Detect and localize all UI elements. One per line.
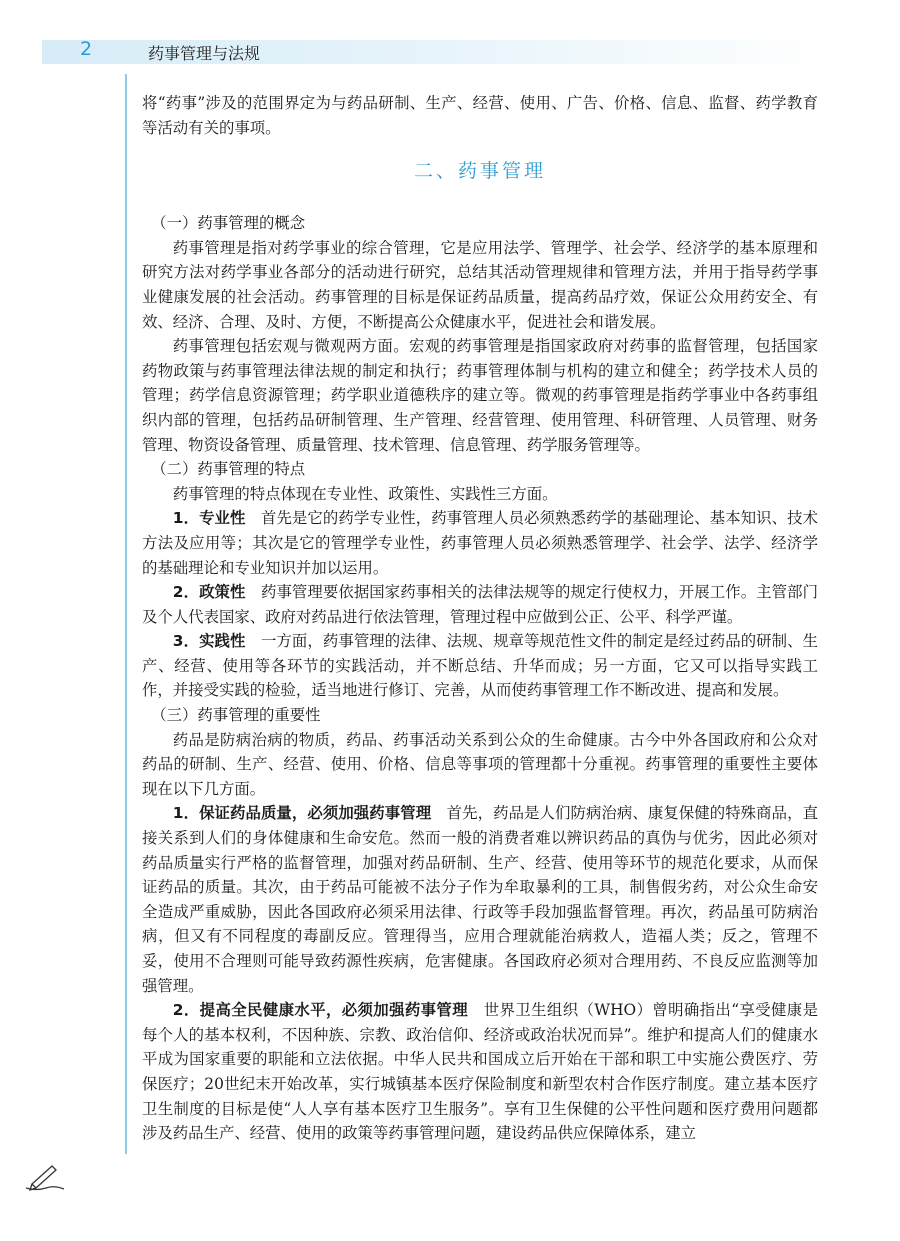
list-item: [142, 506, 818, 580]
item-text: 一方面，药事管理的法律、法规、规章等规范性文件的制定是经过药品的研制、生产、经营、使用等各环节的实践活动，并不断总结、升华而成；另一方面，它又可以指导实践工作，并接受实践的检验，适当地进行修订、完善，从而使药事管理工作不断改进、提高和发展。: [142, 632, 818, 700]
subsection-heading-concept: （一）药事管理的概念: [151, 214, 306, 233]
item-text: 首先，药品是人们防病治病、康复保健的特殊商品，直接关系到人们的身体健康和生命安危。然而一般的消费者难以辨识药品的真伪与优劣，因此必须对药品质量实行严格的监督管理，加强对药品研制、生产、经营、使用等环节的规范化要求，从而保证药品的质量。其次，由于药品可能被不法分子作为牟取暴利的工具，制售假劣药，对公众生命安全造成严重威胁，因此各国政府必须采用法律、行政等手段加强监督管理。再次，药品虽可防病治病，但又有不同程度的毒副反应。管理得当，应用合理就能治病救人，造福人类；反之，管理不妥，使用不合理则可能导致药源性疾病，危害健康。各国政府必须对合理用药、不良反应监测等加强管理。: [142, 804, 818, 995]
paragraph: 药事管理包括宏观与微观两方面。宏观的药事管理是指国家政府对药事的监督管理，包括国家药物政策与药事管理法律法规的制定和执行；药事管理体制与机构的建立和健全；药学技术人员的管理；药学信息资源管理；药学职业道德秩序的建立等。微观的药事管理是指药学事业中各药事组织内部的管理，包括药品研制管理、生产管理、经营管理、使用管理、科研管理、人员管理、财务管理、物资设备管理、质量管理、技术管理、信息管理、药学服务管理等。: [142, 337, 818, 454]
page-number: 2: [80, 38, 93, 60]
item-text: 药事管理要依据国家药事相关的法律法规等的规定行使权力，开展工作。主管部门及个人代表国家、政府对药品进行依法管理，管理过程中应做到公正、公平、科学严谨。: [142, 583, 818, 626]
item-label: 1．专业性: [172, 509, 246, 528]
section-title: 二、药事管理: [413, 160, 546, 183]
item-label: 2．政策性: [172, 583, 246, 602]
subsection-heading-characteristics: （二）药事管理的特点: [151, 460, 306, 479]
list-item: [142, 801, 818, 998]
paragraph: 药事管理是指对药学事业的综合管理，它是应用法学、管理学、社会学、经济学的基本原理和研究方法对药学事业各部分的活动进行研究，总结其活动管理规律和管理方法，并用于指导药学事业健康发展的社会活动。药事管理的目标是保证药品质量，提高药品疗效，保证公众用药安全、有效、经济、合理、及时、方便，不断提高公众健康水平，促进社会和谐发展。: [142, 238, 818, 331]
page-body: [142, 91, 818, 1146]
paragraph: 药事管理的特点体现在专业性、政策性、实践性三方面。: [172, 484, 558, 503]
subsection-heading-importance: （三）药事管理的重要性: [151, 706, 321, 725]
running-title: 药事管理与法规: [148, 44, 261, 63]
paragraph: 药品是防病治病的物质，药品、药事活动关系到公众的生命健康。古今中外各国政府和公众对药品的研制、生产、经营、使用、价格、信息等事项的管理都十分重视。药事管理的重要性主要体现在以下几方面。: [142, 730, 818, 798]
item-text: 世界卫生组织（WHO）曾明确指出“享受健康是每个人的基本权利，不因种族、宗教、政治信仰、经济或政治状况而异”。维护和提高人们的健康水平成为国家重要的职能和立法依据。中华人民共和国成立后开始在干部和职工中实施公费医疗、劳保医疗；20世纪末开始改革，实行城镇基本医疗保险制度和新型农村合作医疗制度。建立基本医疗卫生制度的目标是使“人人享有基本医疗卫生服务”。享有卫生保健的公平性问题和医疗费用问题都涉及药品生产、经营、使用的政策等药事管理问题，建设药品供应保障体系，建立: [142, 1001, 818, 1143]
item-text: 首先是它的药学专业性，药事管理人员必须熟悉药学的基础理论、基本知识、技术方法及应用等；其次是它的管理学专业性，药事管理人员必须熟悉管理学、社会学、法学、经济学的基础理论和专业知识并加以运用。: [142, 509, 818, 577]
list-item: [142, 998, 818, 1146]
intro-paragraph: 将“药事”涉及的范围界定为与药品研制、生产、经营、使用、广告、价格、信息、监督、药学教育等活动有关的事项。: [142, 94, 818, 137]
margin-rule: [125, 74, 127, 1154]
item-label: 2．提高全民健康水平，必须加强药事管理: [172, 1001, 468, 1020]
item-label: 3．实践性: [172, 632, 246, 651]
item-label: 1．保证药品质量，必须加强药事管理: [172, 804, 432, 823]
list-item: [142, 580, 818, 629]
pen-icon: [22, 1158, 70, 1194]
list-item: [142, 629, 818, 703]
